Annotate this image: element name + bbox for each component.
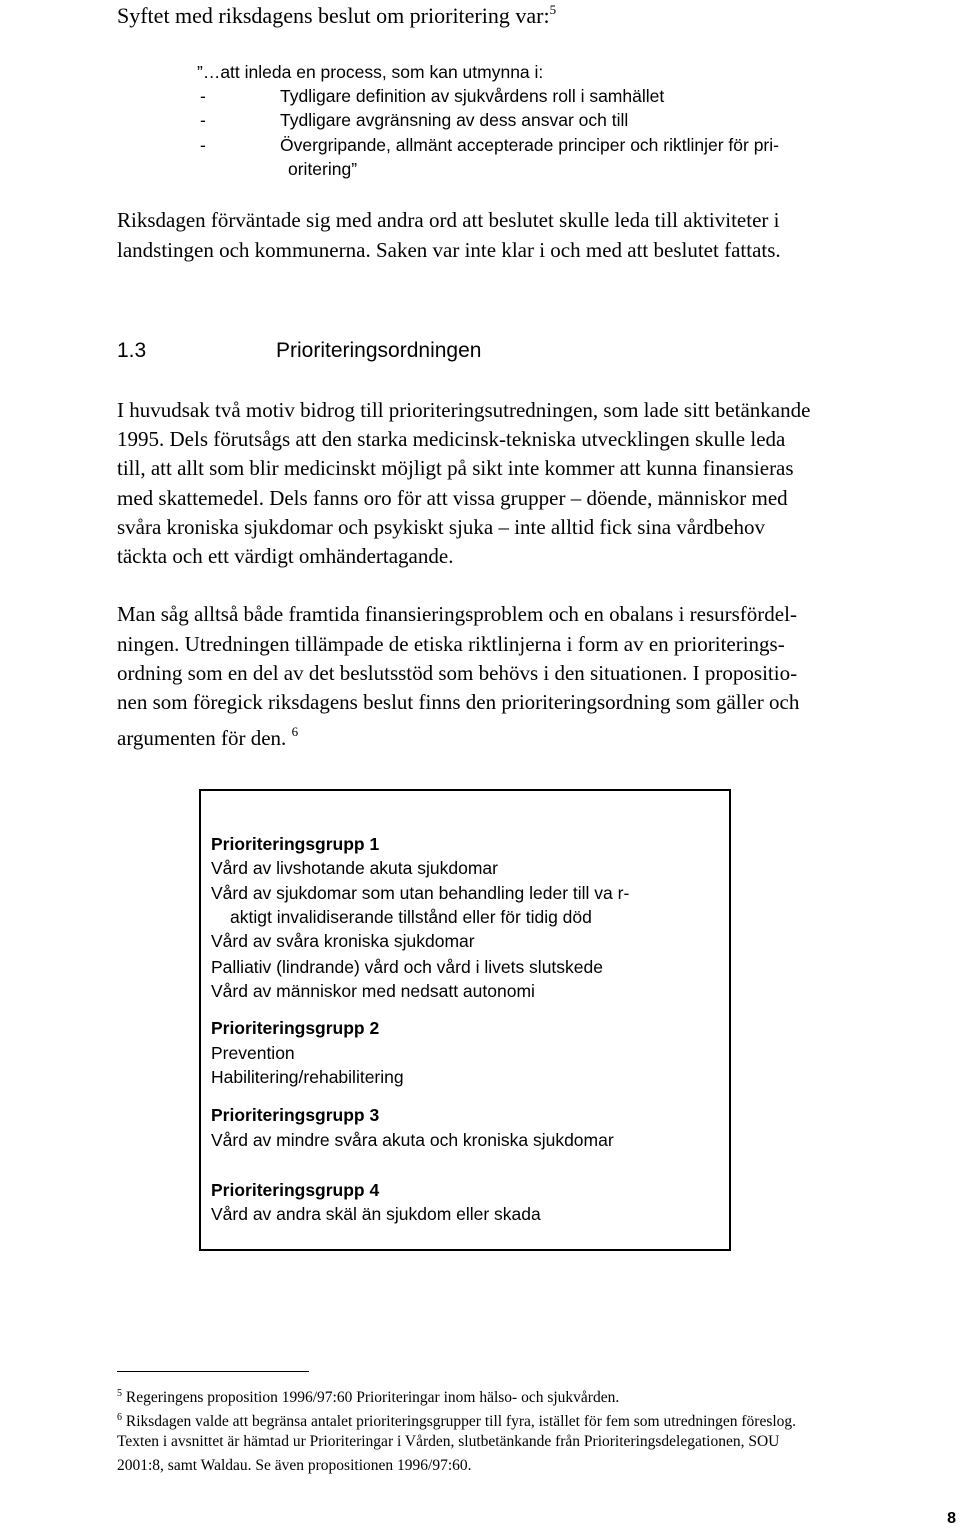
group-item: Palliativ (lindrande) vård och vård i livets slutskede bbox=[211, 957, 603, 977]
paragraph-3-line: ningen. Utredningen tillämpade de etiska riktlinjerna i form av en prioriterings- bbox=[117, 632, 785, 656]
group-item: Habilitering/rehabilitering bbox=[211, 1067, 404, 1087]
quote-item-dash: - bbox=[200, 110, 206, 130]
paragraph-3-line: Man såg alltså både framtida finansieringsproblem och en obalans i resursfördel- bbox=[117, 602, 797, 626]
section-number: 1.3 bbox=[117, 339, 147, 362]
group-item: aktigt invalidiserande tillstånd eller för tidig död bbox=[230, 907, 592, 927]
paragraph-3-line bbox=[117, 717, 298, 753]
group-heading: Prioriteringsgrupp 4 bbox=[211, 1180, 380, 1200]
group-item: Vård av livshotande akuta sjukdomar bbox=[211, 858, 498, 878]
page-number: 8 bbox=[947, 1510, 956, 1527]
paragraph-2-line: täckta och ett värdigt omhändertagande. bbox=[117, 544, 454, 568]
paragraph-2-line: I huvudsak två motiv bidrog till prioriteringsutredningen, som lade sitt betänkande bbox=[117, 398, 811, 422]
paragraph-3-line: nen som föregick riksdagens beslut finns den prioriteringsordning som gäller och bbox=[117, 690, 800, 714]
footnote-mark: 6 bbox=[117, 1412, 122, 1423]
paragraph-2-line: till, att allt som blir medicinskt möjligt på sikt inte kommer att kunna finansieras bbox=[117, 456, 794, 480]
footnote-5 bbox=[117, 1382, 619, 1409]
quote-item: Tydligare avgränsning av dess ansvar och till bbox=[280, 110, 629, 130]
quote-item: Tydligare definition av sjukvårdens roll i samhället bbox=[280, 86, 665, 106]
footnote-mark: 5 bbox=[117, 1388, 122, 1399]
group-item: Vård av sjukdomar som utan behandling leder till va r- bbox=[211, 883, 630, 903]
paragraph-2-line: med skattemedel. Dels fanns oro för att vissa grupper – döende, människor med bbox=[117, 486, 788, 510]
paragraph-1-line: Riksdagen förväntade sig med andra ord att beslutet skulle leda till aktiviteter i bbox=[117, 208, 780, 232]
footnote-ref-5[interactable]: 5 bbox=[549, 2, 557, 17]
paragraph-1-line: landstingen och kommunerna. Saken var inte klar i och med att beslutet fattats. bbox=[117, 238, 781, 262]
quote-opening: ”…att inleda en process, som kan utmynna i: bbox=[197, 62, 544, 82]
paragraph-3-last-text: argumenten för den. bbox=[117, 726, 287, 750]
footnote-text: Regeringens proposition 1996/97:60 Prioriteringar inom hälso- och sjukvården. bbox=[125, 1389, 620, 1406]
group-heading: Prioriteringsgrupp 1 bbox=[211, 834, 380, 854]
footnote-ref-6[interactable]: 6 bbox=[291, 724, 299, 739]
group-item: Vård av mindre svåra akuta och kroniska sjukdomar bbox=[211, 1130, 614, 1150]
group-item: Vård av svåra kroniska sjukdomar bbox=[211, 931, 475, 951]
group-item: Prevention bbox=[211, 1043, 295, 1063]
group-heading: Prioriteringsgrupp 3 bbox=[211, 1105, 380, 1125]
group-item: Vård av människor med nedsatt autonomi bbox=[211, 981, 535, 1001]
paragraph-2-line: 1995. Dels förutsågs att den starka medicinsk-tekniska utvecklingen skulle leda bbox=[117, 427, 786, 451]
footnote-rule bbox=[117, 1371, 309, 1372]
section-title: Prioriteringsordningen bbox=[276, 339, 482, 362]
quote-item-dash: - bbox=[200, 135, 206, 155]
paragraph-2-line: svåra kroniska sjukdomar och psykiskt sjuka – inte alltid fick sina vårdbehov bbox=[117, 515, 765, 539]
paragraph-3-line: ordning som en del av det beslutsstöd som behövs i den situationen. I propositio- bbox=[117, 661, 798, 685]
footnote-text: Riksdagen valde att begränsa antalet prioriteringsgrupper till fyra, istället för fem som utredningen föreslog. bbox=[125, 1413, 797, 1430]
footnote-continuation-line: Texten i avsnittet är hämtad ur Prioriteringar i Vården, slutbetänkande från Prioriteringsdelegationen, SOU bbox=[117, 1433, 780, 1450]
quote-item-dash: - bbox=[200, 86, 206, 106]
quote-item: Övergripande, allmänt accepterade principer och riktlinjer för pri- bbox=[280, 135, 779, 155]
footnote-continuation-line: 2001:8, samt Waldau. Se även propositionen 1996/97:60. bbox=[117, 1457, 472, 1474]
group-heading: Prioriteringsgrupp 2 bbox=[211, 1018, 380, 1038]
intro-label: Syftet med riksdagens beslut om prioritering var: bbox=[117, 3, 550, 28]
footnote-6 bbox=[117, 1406, 796, 1433]
intro-text bbox=[117, 2, 556, 29]
quote-continuation: oritering” bbox=[288, 159, 358, 179]
group-item: Vård av andra skäl än sjukdom eller skada bbox=[211, 1204, 541, 1224]
